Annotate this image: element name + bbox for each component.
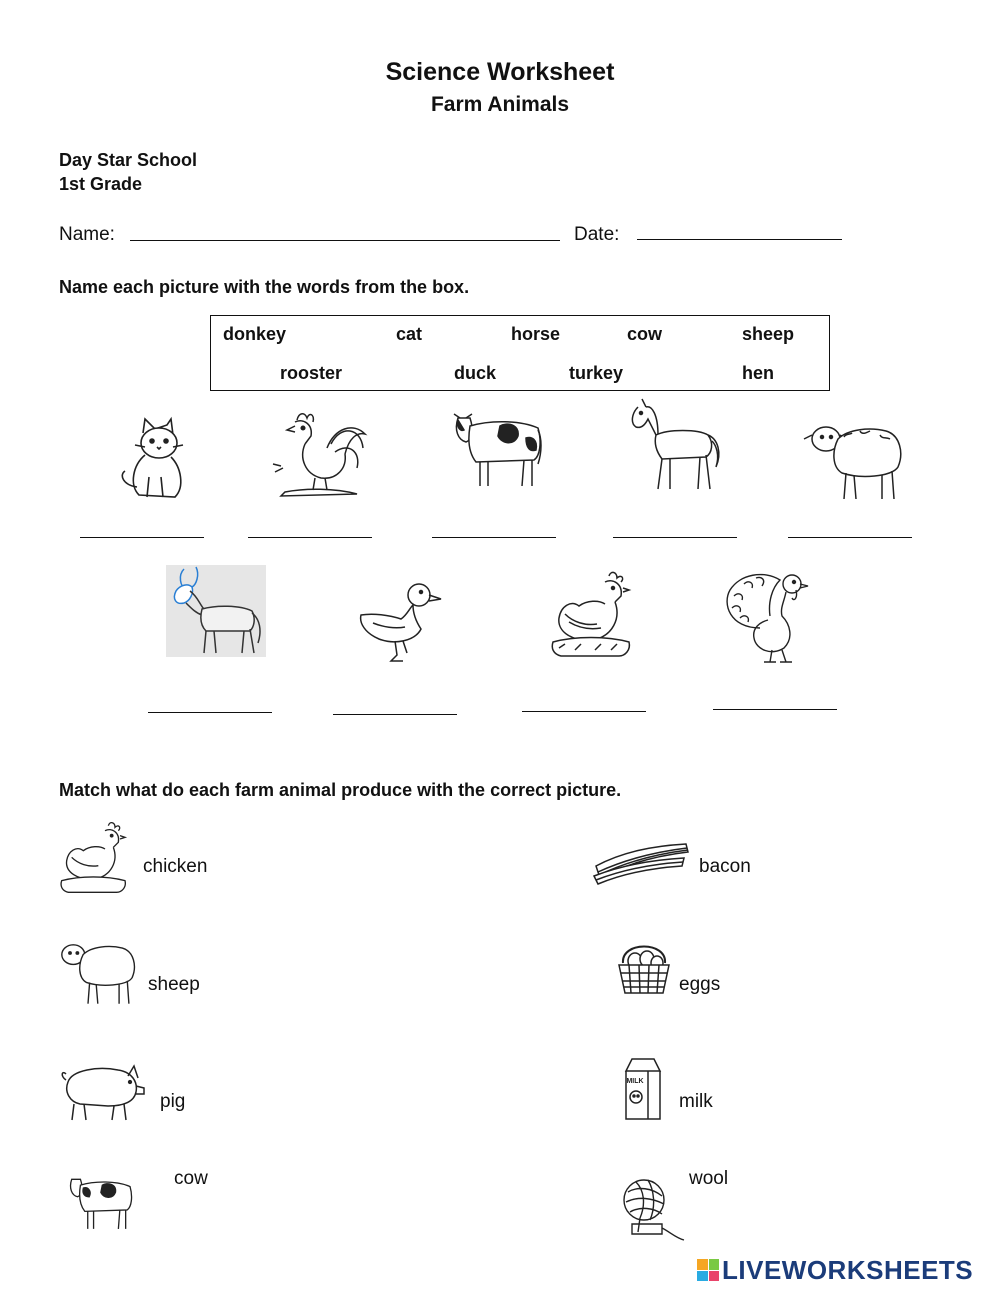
name-field[interactable] (130, 240, 560, 241)
cow-icon (450, 408, 545, 493)
cow-small-icon (63, 1172, 138, 1234)
match-product-eggs[interactable]: eggs (679, 974, 721, 995)
hen-icon (545, 570, 635, 662)
word-box-word: hen (742, 363, 775, 383)
wool-ball-icon (622, 1172, 686, 1244)
bacon-icon (592, 840, 690, 886)
pig-icon (58, 1062, 146, 1124)
section2-instruction: Match what do each farm animal produce with the correct picture. (59, 780, 622, 800)
match-animal-sheep[interactable]: sheep (148, 974, 200, 995)
answer-line-sheep[interactable] (788, 537, 912, 538)
logo-mark-square (709, 1259, 720, 1270)
answer-line-horse[interactable] (613, 537, 737, 538)
logo-mark-square (697, 1259, 708, 1270)
match-animal-pig[interactable]: pig (160, 1091, 186, 1112)
chicken-icon (55, 820, 130, 898)
word-box-word: horse (511, 324, 561, 344)
answer-line-turkey[interactable] (713, 709, 837, 710)
horse-icon (628, 395, 723, 495)
date-label: Date: (574, 224, 620, 245)
answer-line-duck[interactable] (333, 714, 457, 715)
word-box-word: cow (627, 324, 663, 344)
sheep-small-icon (52, 933, 142, 1009)
word-box-word: donkey (223, 324, 287, 344)
logo-text: LIVEWORKSHEETS (722, 1254, 974, 1285)
word-box (210, 315, 830, 391)
word-box-word: cat (396, 324, 423, 344)
word-box-word: duck (454, 363, 497, 383)
logo-mark-square (709, 1271, 720, 1282)
school-grade: 1st Grade (59, 174, 143, 194)
answer-line-donkey[interactable] (148, 712, 272, 713)
milk-carton-label: MILK (626, 1078, 644, 1085)
milk-carton-icon (622, 1057, 664, 1121)
word-box-word: sheep (742, 324, 795, 344)
name-label: Name: (59, 224, 115, 245)
section1-instruction: Name each picture with the words from the box. (59, 277, 470, 297)
answer-line-hen[interactable] (522, 711, 646, 712)
worksheet-subtitle: Farm Animals (430, 93, 570, 116)
word-box-word: turkey (569, 363, 624, 383)
school-name: Day Star School (59, 150, 198, 170)
answer-line-cat[interactable] (80, 537, 204, 538)
school-info (59, 148, 197, 196)
word-box-word: rooster (280, 363, 343, 383)
worksheet-title: Science Worksheet (385, 58, 615, 86)
answer-line-rooster[interactable] (248, 537, 372, 538)
cat-icon (115, 415, 195, 505)
match-animal-cow[interactable]: cow (174, 1168, 208, 1189)
egg-basket-icon (615, 935, 673, 997)
match-animal-chicken[interactable]: chicken (143, 856, 208, 877)
sheep-icon (800, 415, 910, 503)
liveworksheets-logo[interactable] (697, 1255, 973, 1285)
logo-mark-icon (697, 1259, 719, 1281)
match-product-milk[interactable]: milk (679, 1091, 713, 1112)
answer-line-cow[interactable] (432, 537, 556, 538)
turkey-icon (720, 568, 815, 666)
duck-icon (355, 575, 445, 667)
match-product-wool[interactable]: wool (689, 1168, 729, 1189)
donkey-icon (166, 565, 266, 657)
logo-mark-square (697, 1271, 708, 1282)
match-product-bacon[interactable]: bacon (699, 856, 751, 877)
date-field[interactable] (637, 239, 842, 240)
rooster-icon (265, 408, 370, 500)
